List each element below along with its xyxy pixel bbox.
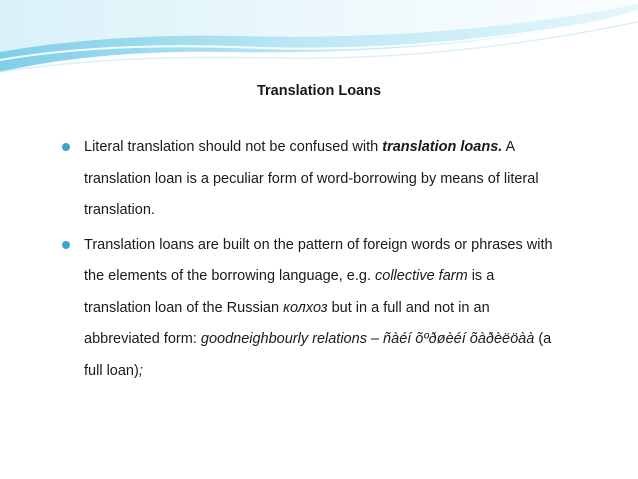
bullet-text: A translation loan is a peculiar form of word-borrowing by means of literal translation. <box>84 139 539 218</box>
bullet-dot-icon <box>62 143 70 151</box>
bullet-italic: goodneighbourly relations – ñàéí õºðøèéí õàðèëöàà <box>200 331 535 347</box>
bullet-item <box>62 132 562 227</box>
bullet-dot-icon <box>62 241 70 249</box>
bullet-list <box>62 132 562 387</box>
bullet-italic: колхоз <box>283 299 328 316</box>
bullet-text: Translation loans are built on the pattern of foreign words or phrases with the elements of the borrowing language, e.g. <box>84 236 553 284</box>
bullet-emphasis: translation loans. <box>382 139 503 155</box>
bullet-italic: ; <box>138 362 143 379</box>
header-wave-decoration <box>0 0 638 80</box>
bullet-text: is a translation loan of the Russian <box>84 268 495 316</box>
bullet-text: but in a full and not in an abbreviated form: <box>84 299 490 347</box>
bullet-italic: collective farm <box>375 268 468 284</box>
slide-title: Translation Loans <box>256 83 382 99</box>
bullet-text: (a full loan) <box>84 331 552 379</box>
bullet-item <box>62 230 562 388</box>
bullet-text: Literal translation should not be confused with <box>84 139 383 155</box>
